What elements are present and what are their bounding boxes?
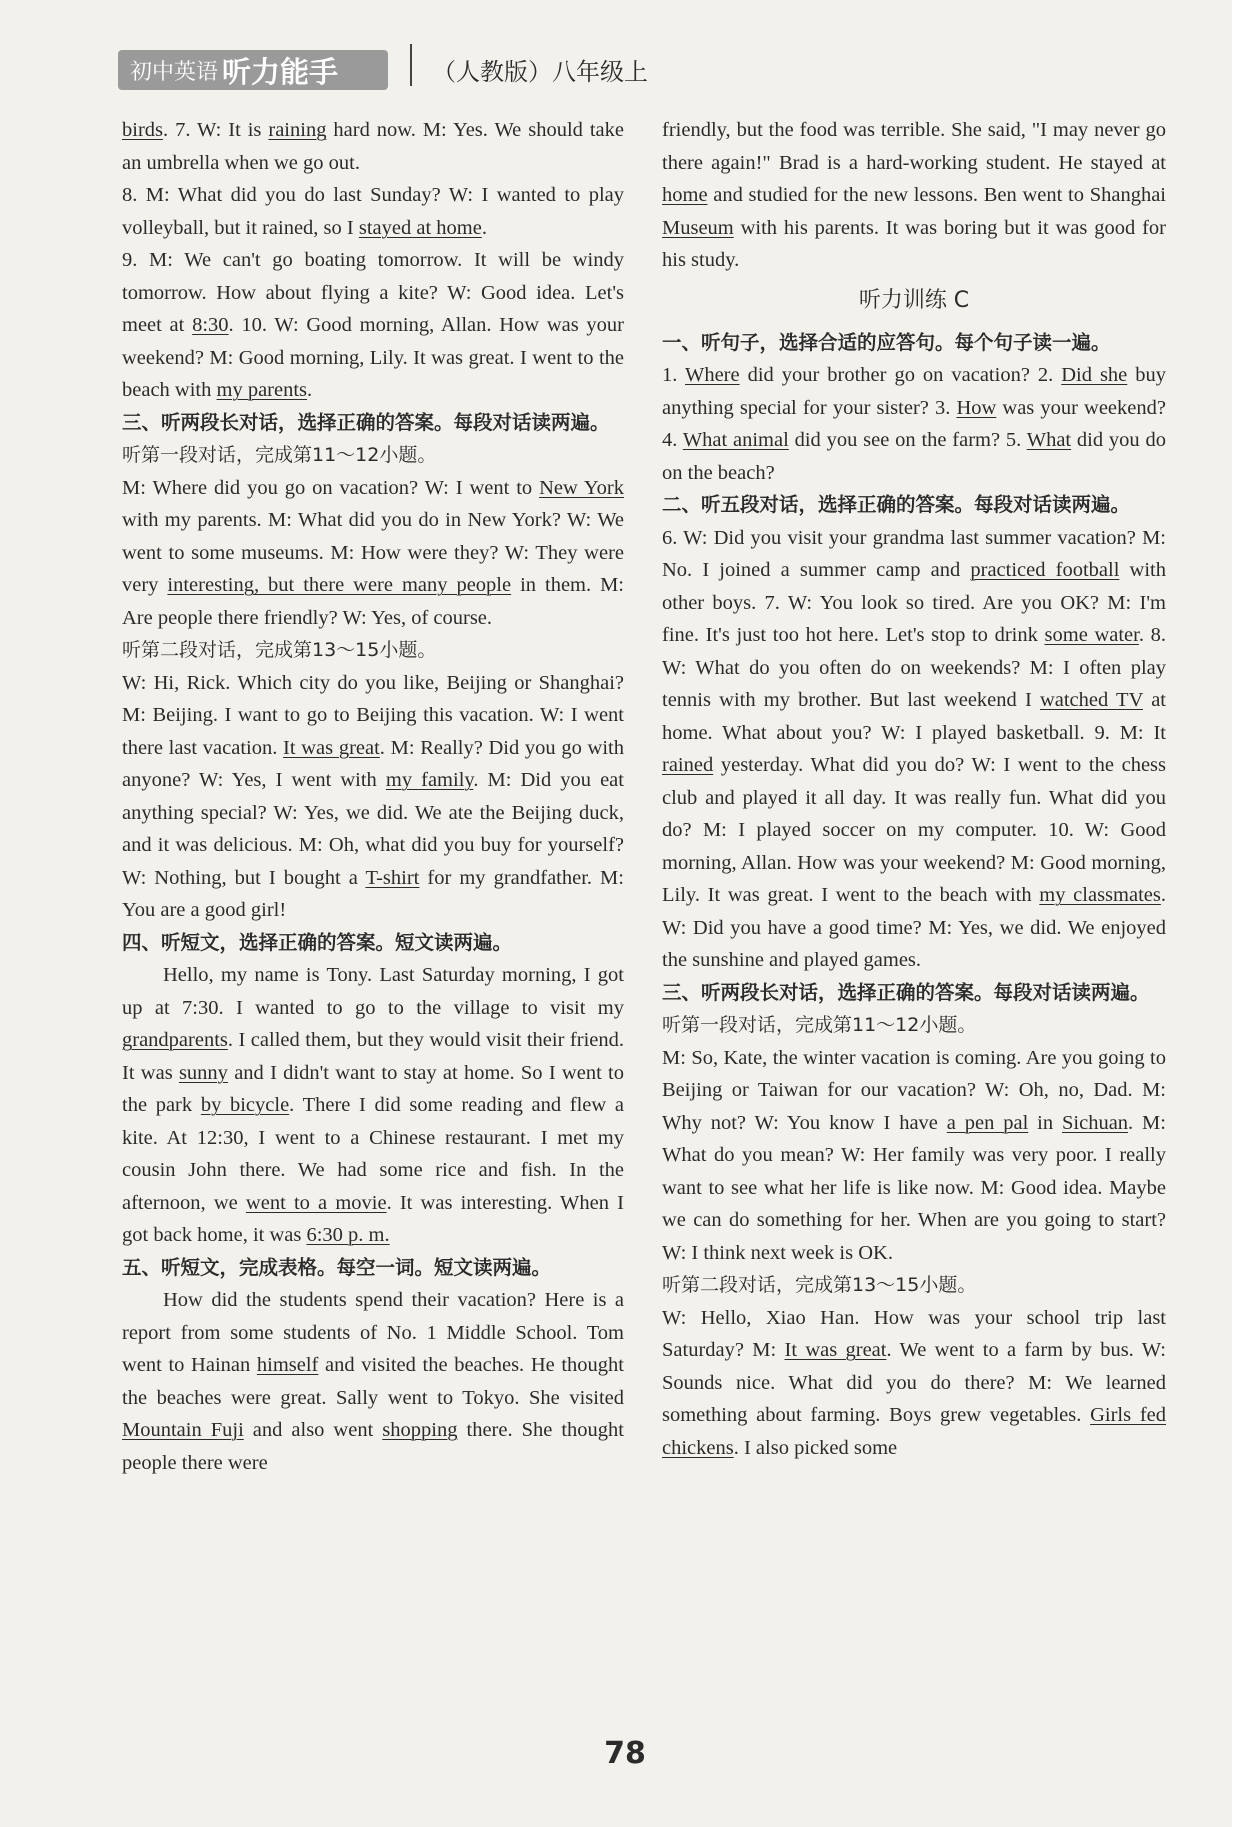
sub-heading: 听第二段对话，完成第13～15小题。: [122, 639, 437, 661]
paragraph: W: Hi, Rick. Which city do you like, Beijing or Shanghai? M: Beijing. I want to go to Beijing this vacation. W: I went there last vacation. It was great. M: Really? Did you go with anyone? W: Yes, I went with my family. M: Did you eat anything special? W: Yes, we did. We ate the Beijing duck, and it was delicious. M: Oh, what did you buy for yourself? W: Nothing, but I bought a T-shirt for my grandfather. M: You are a good girl!: [122, 671, 624, 921]
sub-heading: 听第一段对话，完成第11～12小题。: [122, 444, 437, 466]
paragraph: 9. M: We can't go boating tomorrow. It will be windy tomorrow. How about flying a kite? W: Good idea. Let's meet at 8:30. 10. W: Good morning, Allan. How was your weekend? M: Good morning, Lily. It was great. I went to the beach with my parents.: [122, 249, 624, 401]
exercise-title: 听力训练 C: [858, 287, 970, 313]
section-heading: 三、听两段长对话，选择正确的答案。每段对话读两遍。: [122, 410, 610, 434]
paragraph: 8. M: What did you do last Sunday? W: I wanted to play volleyball, but it rained, so I stayed at home.: [122, 184, 624, 239]
paragraph: How did the students spend their vacation? Here is a report from some students of No. 1 Middle School. Tom went to Hainan himself and visited the beaches. He thought the beaches were great. Sally went to Tokyo. She visited Mountain Fuji and also went shopping there. She thought people there were: [122, 1289, 624, 1474]
sub-heading: 听第一段对话，完成第11～12小题。: [662, 1014, 977, 1036]
paragraph: birds. 7. W: It is raining hard now. M: Yes. We should take an umbrella when we go out.: [122, 119, 624, 174]
right-column: [662, 114, 1166, 1464]
sub-heading: 听第二段对话，完成第13～15小题。: [662, 1274, 977, 1296]
paragraph: W: Hello, Xiao Han. How was your school trip last Saturday? M: It was great. We went to a farm by bus. W: Sounds nice. What did you do there? M: We learned something about farming. Boys grew vegetables. Girls fed chickens. I also picked some: [662, 1306, 1167, 1459]
header-divider: [410, 44, 412, 86]
section-heading: 一、听句子，选择合适的应答句。每个句子读一遍。: [662, 330, 1111, 354]
series-logo-text-a: 初中英语: [130, 59, 219, 85]
edition-label: （人教版）八年级上: [432, 60, 648, 86]
section-heading: 五、听短文，完成表格。每空一词。短文读两遍。: [122, 1255, 552, 1279]
paragraph: 6. W: Did you visit your grandma last summer vacation? M: No. I joined a summer camp and practiced football with other boys. 7. W: You look so tired. Are you OK? M: I'm fine. It's just too hot here. Let's stop to drink some water. 8. W: What do you often do on weekends? M: I often play tennis with my brother. But last weekend I watched TV at home. What about you? W: I played basketball. 9. M: It rained yesterday. What did you do? W: I went to the chess club and played it all day. It was really fun. What did you do? M: I played soccer on my computer. 10. W: Good morning, Allan. How was your weekend? M: Good morning, Lily. It was great. I went to the beach with my classmates. W: Did you have a good time? M: Yes, we did. We enjoyed the sunshine and played games.: [662, 526, 1166, 971]
left-column: [122, 114, 624, 1479]
section-heading: 四、听短文，选择正确的答案。短文读两遍。: [122, 930, 513, 954]
paragraph: friendly, but the food was terrible. She said, "I may never go there again!" Brad is a hard-working student. He stayed at home and studied for the new lessons. Ben went to Shanghai Museum with his parents. It was boring but it was good for his study.: [662, 119, 1166, 271]
paragraph: Hello, my name is Tony. Last Saturday morning, I got up at 7:30. I wanted to go to the village to visit my grandparents. I called them, but they would visit their friend. It was sunny and I didn't want to stay at home. So I went to the park by bicycle. There I did some reading and flew a kite. At 12:30, I went to a Chinese restaurant. I met my cousin John there. We had some rice and fish. In the afternoon, we went to a movie. It was interesting. When I got back home, it was 6:30 p. m.: [122, 964, 624, 1246]
section-heading: 三、听两段长对话，选择正确的答案。每段对话读两遍。: [662, 980, 1150, 1004]
page-number: 78: [604, 1736, 646, 1771]
section-heading: 二、听五段对话，选择正确的答案。每段对话读两遍。: [662, 493, 1131, 516]
paragraph: M: Where did you go on vacation? W: I went to New York with my parents. M: What did you do in New York? W: We went to some museums. M: How were they? W: They were very interesting, but there were many people in them. M: Are people there friendly? W: Yes, of course.: [122, 476, 625, 629]
series-logo: [118, 50, 388, 90]
series-logo-text-b: 听力能手: [222, 54, 339, 89]
paragraph: M: So, Kate, the winter vacation is coming. Are you going to Beijing or Taiwan for our vacation? W: Oh, no, Dad. M: Why not? W: You know I have a pen pal in Sichuan. M: What do you mean? W: Her family was very poor. I really want to see what her life is like now. M: Good idea. Maybe we can do something for her. When are you going to start? W: I think next week is OK.: [662, 1046, 1166, 1264]
paragraph: 1. Where did your brother go on vacation? 2. Did she buy anything special for your sister? 3. How was your weekend? 4. What animal did you see on the farm? 5. What did you do on the beach?: [662, 364, 1166, 484]
page-edge: [1232, 0, 1250, 1827]
